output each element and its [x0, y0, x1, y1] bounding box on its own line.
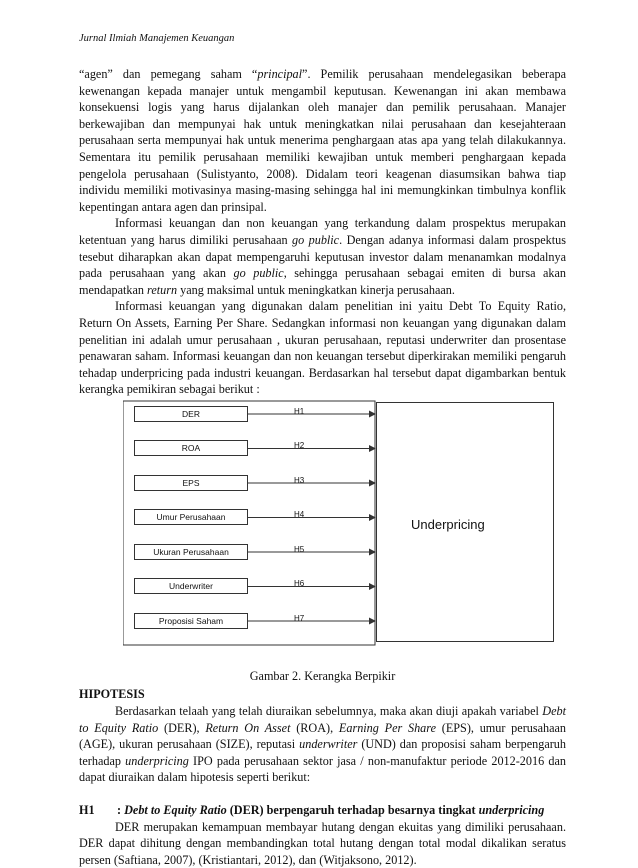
text-run: Berdasarkan telaah yang telah diuraikan sebelumnya, maka akan diuji apakah variabel: [115, 704, 543, 719]
paragraph-prospectus: [79, 215, 566, 298]
text-run: :: [117, 803, 125, 818]
paragraph-agency: [79, 66, 566, 215]
running-header: Jurnal Ilmiah Manajemen Keuangan: [79, 33, 235, 44]
hypothesis-label: H3: [294, 475, 305, 485]
variable-box: ROA: [134, 440, 248, 456]
text-run: IPO pada perusahaan sektor jasa / non-manufaktur periode 2012-2016 dan dapat diuraikan dalam hipotesis seperti berikut:: [79, 753, 566, 785]
italic-term: return: [147, 282, 178, 297]
italic-term: underpricing: [125, 753, 189, 768]
text-run: Informasi keuangan dan non keuangan yang terkandung dalam prospektus merupakan ketentuan yang harus dimiliki perusahaan: [79, 216, 566, 247]
hypothesis-label: H5: [294, 544, 305, 554]
paragraph-hypothesis-intro: [79, 703, 566, 786]
italic-term: Earning Per Share: [338, 720, 436, 735]
text-run: (DER),: [158, 720, 206, 735]
text-run: (UND) dan proposisi saham berpengaruh terhadap: [79, 737, 566, 768]
hypothesis-label: H7: [294, 613, 305, 623]
variable-box: DER: [134, 406, 248, 422]
text-run: DER merupakan kemampuan membayar hutang dengan ekuitas yang dimiliki perusahaan. DER dapat dihitung dengan membandingkan total hutang dengan total modal dikalikan seratus persen (Saftiana, 2007), (Kristiantari, 2012), dan (Witjaksono, 2012).: [79, 819, 566, 867]
hypothesis-label: H4: [294, 510, 305, 520]
paragraph-variables: [79, 298, 566, 398]
italic-term: principal: [257, 67, 303, 81]
hypothesis-label: H1: [294, 406, 305, 416]
hypothesis-h1-heading: [79, 802, 566, 819]
text-run: “agen” dan pemegang saham “: [79, 67, 258, 81]
italic-term: underwriter: [299, 737, 358, 752]
figure-caption: Gambar 2. Kerangka Berpikir: [249, 668, 396, 683]
framework-figure: [79, 400, 566, 668]
section-title-hipotesis: HIPOTESIS: [79, 687, 145, 702]
variable-box: Proposisi Saham: [134, 613, 248, 629]
text-run: (EPS), umur perusahaan (AGE), ukuran perusahaan (SIZE), reputasi: [79, 720, 567, 752]
hypothesis-h1-text: [117, 803, 544, 817]
text-run: (ROA),: [290, 720, 339, 735]
text-run: (DER) berpengaruh terhadap besarnya tingkat: [226, 803, 479, 818]
hypothesis-label: H2: [294, 441, 305, 451]
italic-term: go public: [233, 266, 284, 281]
hypothesis-h1-label: H1: [79, 803, 95, 818]
underpricing-box: [376, 402, 554, 642]
variable-box: Underwriter: [134, 578, 248, 594]
text-run: yang maksimal untuk meningkatkan kinerja perusahaan.: [177, 282, 455, 297]
text-run: . Dengan adanya informasi dalam prospektus tesebut diharapkan akan dapat mempengaruhi keputusan investor dalam menanamkan modalnya pada perusahaan yang akan: [79, 232, 566, 281]
text-run: ”. Pemilik perusahaan mendelegasikan beberapa kewenangan kepada manajer untuk mengambil keputusan. Kewenangan ini akan membawa konsekuensi logis yang harus dijalankan oleh manajer dan pemilik perusahaan. Manajer berkewajiban dan mempunyai hak untuk meningkatkan nilai perusahaan dan kesejahteraan perusahaan serta mempunyai hak untuk menerima penghargaan atas apa yang telah dilakukannya. Sementara itu pemilik perusahaan memiliki kewajiban untuk memberi penghargaan kepada pengelola perusahaan (Sulistyanto, 2008). Didalam teori keagenan diasumsikan bahwa tiap individu memiliki motivasinya masing-masing sehingga hal ini memungkinkan timbulnya konflik kepentingan antara agen dan prinsipal.: [79, 67, 566, 214]
page-body: [79, 66, 566, 868]
italic-term: Debt to Equity Ratio: [124, 803, 227, 818]
italic-term: Return On Asset: [205, 720, 291, 735]
italic-term: go public: [292, 232, 340, 247]
underpricing-label: Underpricing: [411, 516, 485, 532]
italic-term: Debt to Equity Ratio: [79, 704, 566, 735]
variable-box: Umur Perusahaan: [134, 509, 248, 525]
text-run: Informasi keuangan yang digunakan dalam penelitian ini yaitu Debt To Equity Ratio, Return On Assets, Earning Per Share. Sedangkan informasi non keuangan yang digunakan dalam penelitian ini adalah umur perusahaan , ukuran perusahaan, reputasi underwriter dan prosentase penawaran saham. Informasi keuangan dan non keuangan tersebut diperkirakan memiliki pengaruh tehadap underpricing pada industri keuangan. Berdasarkan hal tersebut dapat digambarkan bentuk kerangka pemikiran sebagai berikut :: [79, 299, 566, 397]
variable-box: Ukuran Perusahaan: [134, 544, 248, 560]
paragraph-der: [79, 819, 566, 868]
text-run: , sehingga perusahaan sebagai emiten di bursa akan mendapatkan: [79, 266, 566, 297]
hypothesis-label: H6: [294, 579, 305, 589]
italic-term: underpricing: [478, 803, 545, 818]
variable-box: EPS: [134, 475, 248, 491]
